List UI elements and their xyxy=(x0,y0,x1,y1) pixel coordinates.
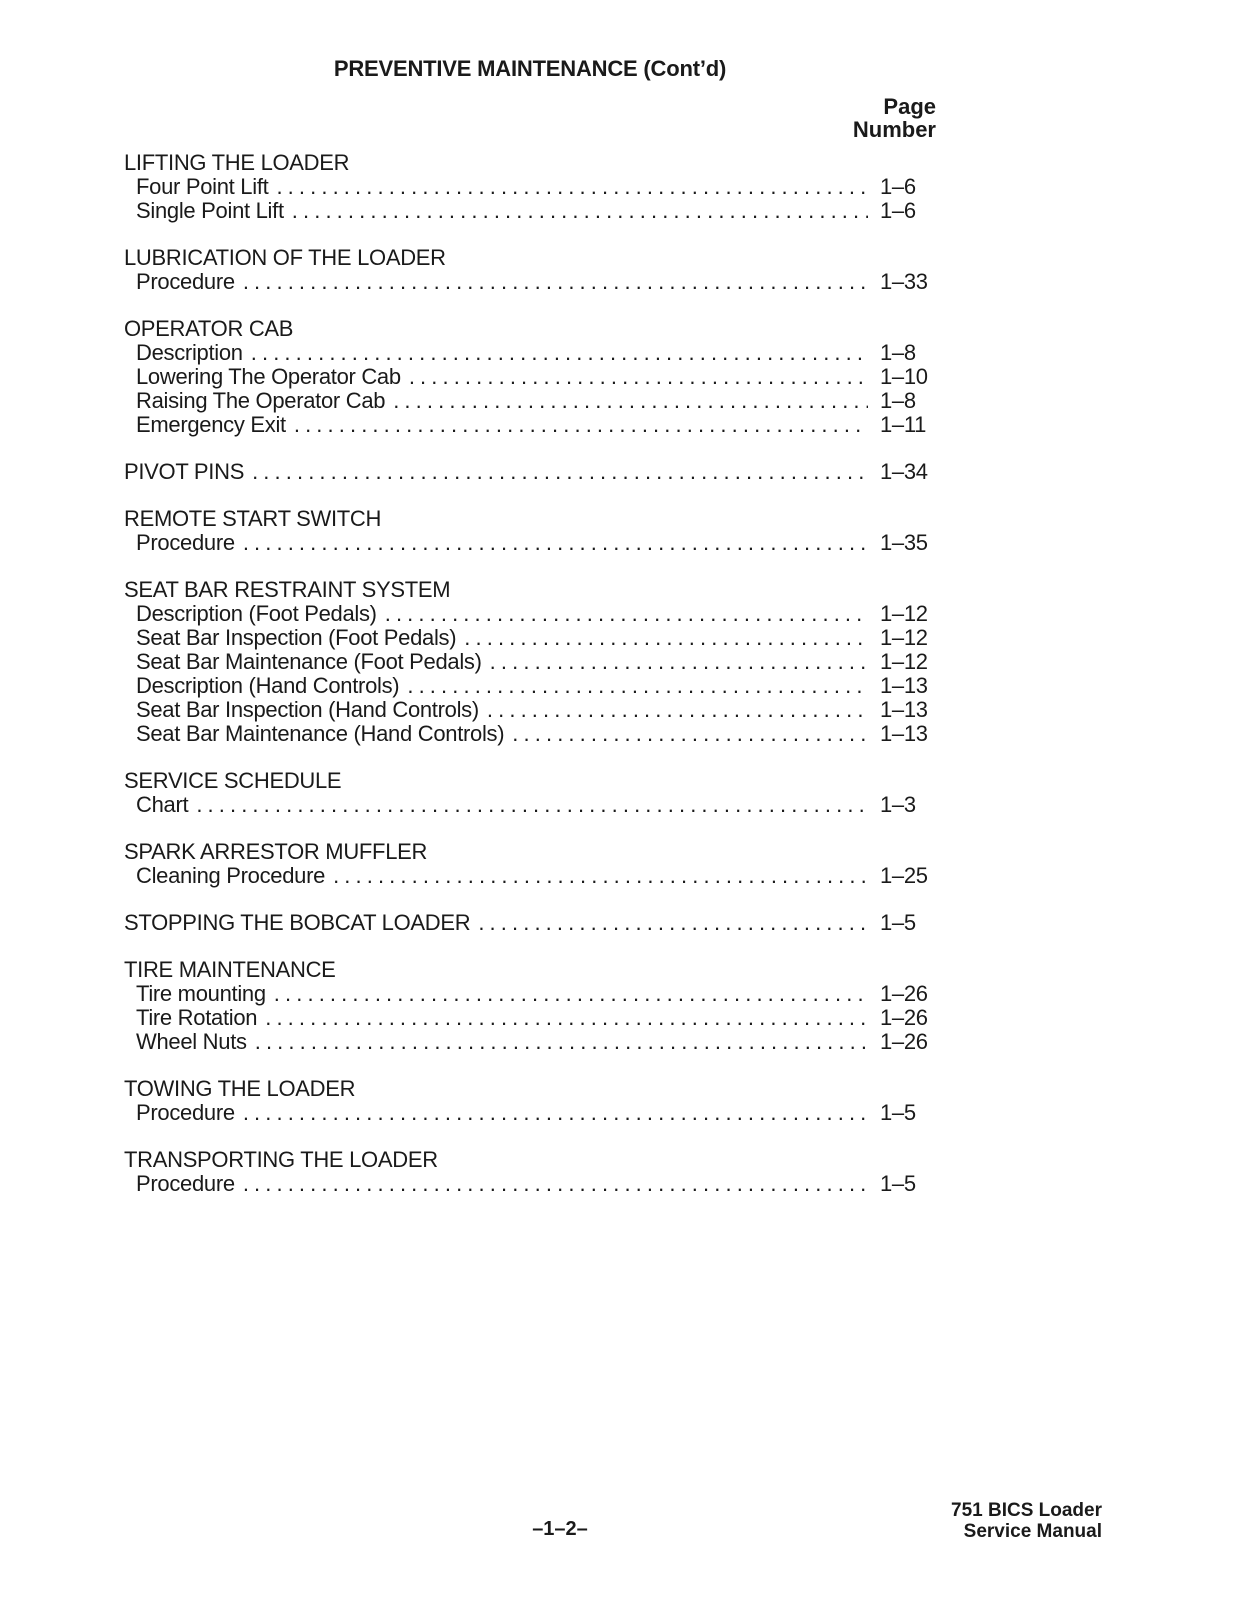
section-heading-label: SEAT BAR RESTRAINT SYSTEM xyxy=(124,577,451,602)
toc-entry-label: Procedure xyxy=(136,1171,235,1196)
toc-section xyxy=(124,507,936,555)
toc-section-heading[interactable] xyxy=(124,317,936,341)
toc-section-heading[interactable] xyxy=(124,460,936,484)
toc-section xyxy=(124,317,936,437)
dot-leader xyxy=(512,722,868,746)
dot-leader xyxy=(478,911,868,935)
toc-section xyxy=(124,460,936,484)
toc-section-heading[interactable] xyxy=(124,578,936,602)
toc-entry-label: Wheel Nuts xyxy=(136,1029,247,1054)
toc-entry-label: Tire mounting xyxy=(136,981,266,1006)
dot-leader xyxy=(294,413,868,437)
toc-entry-label: Cleaning Procedure xyxy=(136,863,326,888)
dot-leader xyxy=(255,1030,868,1054)
toc-entry-label: Single Point Lift xyxy=(136,198,284,223)
toc-entry[interactable] xyxy=(124,1030,936,1054)
page-reference: 1–12 xyxy=(880,649,928,674)
toc-entry[interactable] xyxy=(124,602,936,626)
dot-leader xyxy=(251,341,868,365)
dot-leader xyxy=(333,864,868,888)
page-reference: 1–26 xyxy=(880,1029,928,1054)
dot-leader xyxy=(292,199,868,223)
toc-entry[interactable] xyxy=(124,1172,936,1196)
toc-section-heading[interactable] xyxy=(124,769,936,793)
footer-page-number: –1–2– xyxy=(532,1518,588,1540)
page-reference: 1–12 xyxy=(880,601,928,626)
section-heading-label: PIVOT PINS xyxy=(124,459,245,484)
dot-leader xyxy=(276,175,868,199)
footer-manual-title xyxy=(951,1500,1102,1542)
page-reference: 1–10 xyxy=(880,364,928,389)
toc-entry-label: Four Point Lift xyxy=(136,174,269,199)
section-heading-label: SERVICE SCHEDULE xyxy=(124,768,342,793)
dot-leader xyxy=(385,602,868,626)
toc-section xyxy=(124,958,936,1054)
toc-section-heading[interactable] xyxy=(124,1077,936,1101)
dot-leader xyxy=(490,650,868,674)
toc-entry[interactable] xyxy=(124,365,936,389)
toc-entry[interactable] xyxy=(124,1006,936,1030)
toc-section-heading[interactable] xyxy=(124,840,936,864)
toc-entry-label: Description (Foot Pedals) xyxy=(136,601,377,626)
toc-entry[interactable] xyxy=(124,864,936,888)
dot-leader xyxy=(252,460,868,484)
page-reference: 1–3 xyxy=(880,792,916,817)
dot-leader xyxy=(243,1101,868,1125)
page-reference: 1–13 xyxy=(880,721,928,746)
page-reference: 1–8 xyxy=(880,340,916,365)
toc-section-heading[interactable] xyxy=(124,1148,936,1172)
toc-section xyxy=(124,840,936,888)
toc-entry[interactable] xyxy=(124,270,936,294)
dot-leader xyxy=(464,626,868,650)
toc-entry-label: Chart xyxy=(136,792,189,817)
toc-section xyxy=(124,911,936,935)
section-heading-label: LUBRICATION OF THE LOADER xyxy=(124,245,446,270)
toc-entry-label: Seat Bar Inspection (Foot Pedals) xyxy=(136,625,457,650)
page-number-column-header xyxy=(853,95,936,141)
page-reference: 1–11 xyxy=(880,412,927,437)
toc-section-heading[interactable] xyxy=(124,507,936,531)
column-header-line2: Number xyxy=(852,117,936,142)
page-reference: 1–13 xyxy=(880,697,928,722)
dot-leader xyxy=(393,389,868,413)
page-reference: 1–26 xyxy=(880,1005,928,1030)
section-heading-label: TRANSPORTING THE LOADER xyxy=(124,1147,438,1172)
toc-entry[interactable] xyxy=(124,793,936,817)
toc-entry[interactable] xyxy=(124,722,936,746)
toc-section xyxy=(124,1148,936,1196)
dot-leader xyxy=(274,982,868,1006)
toc-entry[interactable] xyxy=(124,674,936,698)
toc-entry-label: Seat Bar Maintenance (Foot Pedals) xyxy=(136,649,482,674)
page-reference: 1–33 xyxy=(880,269,928,294)
page-title: PREVENTIVE MAINTENANCE (Cont’d) xyxy=(333,56,727,81)
page-reference: 1–8 xyxy=(880,388,916,413)
page-reference: 1–35 xyxy=(880,530,928,555)
toc-entry-label: Procedure xyxy=(136,1100,235,1125)
toc-entry[interactable] xyxy=(124,341,936,365)
dot-leader xyxy=(243,1172,868,1196)
page-reference: 1–5 xyxy=(880,1171,916,1196)
footer-manual-line2: Service Manual xyxy=(963,1521,1102,1542)
page-reference: 1–6 xyxy=(880,198,916,223)
toc-entry-label: Procedure xyxy=(136,530,235,555)
dot-leader xyxy=(265,1006,868,1030)
column-header-line1: Page xyxy=(883,94,936,119)
toc-entry-label: Procedure xyxy=(136,269,235,294)
toc-entry-label: Description xyxy=(136,340,243,365)
toc-entry[interactable] xyxy=(124,413,936,437)
toc-section-heading[interactable] xyxy=(124,911,936,935)
toc-entry[interactable] xyxy=(124,1101,936,1125)
section-heading-label: REMOTE START SWITCH xyxy=(124,506,382,531)
page-reference: 1–6 xyxy=(880,174,916,199)
page-reference: 1–25 xyxy=(880,863,928,888)
toc-entry-label: Seat Bar Inspection (Hand Controls) xyxy=(136,697,479,722)
toc-entry-label: Tire Rotation xyxy=(136,1005,258,1030)
toc-entry[interactable] xyxy=(124,626,936,650)
toc-entry[interactable] xyxy=(124,199,936,223)
page-reference: 1–5 xyxy=(880,910,916,935)
section-heading-label: TIRE MAINTENANCE xyxy=(124,957,336,982)
toc-section xyxy=(124,151,936,223)
dot-leader xyxy=(407,674,868,698)
toc-section-heading[interactable] xyxy=(124,151,936,175)
section-heading-label: STOPPING THE BOBCAT LOADER xyxy=(124,910,471,935)
toc-entry-label: Lowering The Operator Cab xyxy=(136,364,401,389)
footer-manual-line1: 751 BICS Loader xyxy=(951,1500,1102,1521)
dot-leader xyxy=(243,531,868,555)
toc-entry-label: Emergency Exit xyxy=(136,412,286,437)
toc-entry[interactable] xyxy=(124,650,936,674)
section-heading-label: TOWING THE LOADER xyxy=(124,1076,356,1101)
toc-section-heading[interactable] xyxy=(124,246,936,270)
toc-entry[interactable] xyxy=(124,698,936,722)
toc-entry-label: Raising The Operator Cab xyxy=(136,388,386,413)
toc-section xyxy=(124,246,936,294)
page-reference: 1–34 xyxy=(880,459,928,484)
toc-entry-label: Seat Bar Maintenance (Hand Controls) xyxy=(136,721,505,746)
toc-section xyxy=(124,1077,936,1125)
dot-leader xyxy=(243,270,868,294)
section-heading-label: OPERATOR CAB xyxy=(124,316,294,341)
page-reference: 1–12 xyxy=(880,625,928,650)
toc-section-heading[interactable] xyxy=(124,958,936,982)
dot-leader xyxy=(196,793,868,817)
table-of-contents xyxy=(124,151,936,1219)
dot-leader xyxy=(487,698,868,722)
toc-entry[interactable] xyxy=(124,531,936,555)
toc-section xyxy=(124,769,936,817)
toc-entry[interactable] xyxy=(124,389,936,413)
section-heading-label: LIFTING THE LOADER xyxy=(124,150,350,175)
section-heading-label: SPARK ARRESTOR MUFFLER xyxy=(124,839,428,864)
dot-leader xyxy=(409,365,868,389)
toc-entry[interactable] xyxy=(124,175,936,199)
toc-entry[interactable] xyxy=(124,982,936,1006)
page-reference: 1–5 xyxy=(880,1100,916,1125)
toc-entry-label: Description (Hand Controls) xyxy=(136,673,400,698)
toc-section xyxy=(124,578,936,746)
page-reference: 1–13 xyxy=(880,673,928,698)
page-reference: 1–26 xyxy=(880,981,928,1006)
